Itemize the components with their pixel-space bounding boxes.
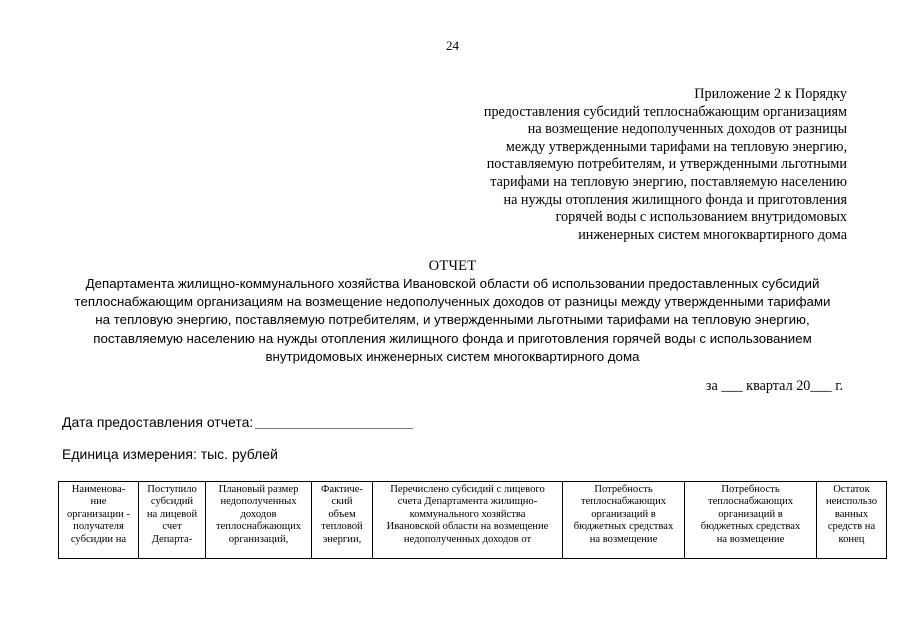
report-table (58, 481, 887, 559)
report-date-blank (255, 414, 413, 429)
appendix-line: поставляемую потребителям, и утвержденными льготными (486, 156, 847, 173)
table-header-cell: Потребность теплоснабжающих организаций в бюджетных средствах на возмещение (685, 482, 817, 559)
report-title: ОТЧЕТ (428, 258, 477, 274)
table-header-cell: Поступило субсидий на лицевой счет Департа- (139, 482, 206, 559)
report-subtitle (40, 275, 865, 366)
unit-of-measure: Единица измерения: тыс. рублей (62, 446, 278, 462)
appendix-line: предоставления субсидий теплоснабжающим организациям (483, 103, 847, 120)
report-subtitle-line: на тепловую энергию, поставляемую потребителям, и утвержденными льготными тарифами на тепловую энергию, (95, 312, 810, 328)
report-date-label: Дата предоставления отчета: (62, 414, 254, 430)
appendix-line: инженерных систем многоквартирного дома (578, 226, 847, 243)
appendix-line: горячей воды с использованием внутридомовых (555, 209, 847, 226)
report-subtitle-line: теплоснабжающим организациям на возмещение недополученных доходов от разницы между утвержденными тарифами (74, 294, 831, 310)
table-header-cell: Фактиче- ский объем тепловой энергии, (312, 482, 373, 559)
report-period: за ___ квартал 20___ г. (705, 378, 843, 394)
table-header-row (59, 482, 887, 559)
table-header-cell: Наименова- ние организации - получателя субсидии на (59, 482, 139, 559)
report-subtitle-line: внутридомовых инженерных систем многоквартирного дома (265, 348, 640, 364)
appendix-header (427, 86, 847, 244)
report-date-line (62, 414, 413, 430)
appendix-line: на возмещение недополученных доходов от разницы (527, 121, 847, 138)
report-subtitle-line: поставляемую населению на нужды отопления жилищного фонда и приготовления горячей воды с использованием (93, 330, 812, 346)
appendix-line: между утвержденными тарифами на тепловую энергию, (505, 138, 847, 155)
appendix-line: Приложение 2 к Порядку (694, 86, 847, 102)
table-header-cell: Потребность теплоснабжающих организаций в бюджетных средствах на возмещение (563, 482, 685, 559)
table-header-cell: Перечислено субсидий с лицевого счета Департамента жилищно- коммунального хозяйства Ивановской области на возмещение недополученных доходов от (373, 482, 563, 559)
page-number: 24 (446, 38, 459, 53)
table-header-cell: Плановый размер недополученных доходов теплоснабжающих организаций, (206, 482, 312, 559)
table-header-cell: Остаток неиспользо ванных средств на конец (817, 482, 887, 559)
appendix-line: тарифами на тепловую энергию, поставляемую населению (490, 173, 847, 190)
report-subtitle-line: Департамента жилищно-коммунального хозяйства Ивановской области об использовании предоставленных субсидий (85, 276, 820, 291)
appendix-line: на нужды отопления жилищного фонда и приготовления (503, 191, 847, 208)
